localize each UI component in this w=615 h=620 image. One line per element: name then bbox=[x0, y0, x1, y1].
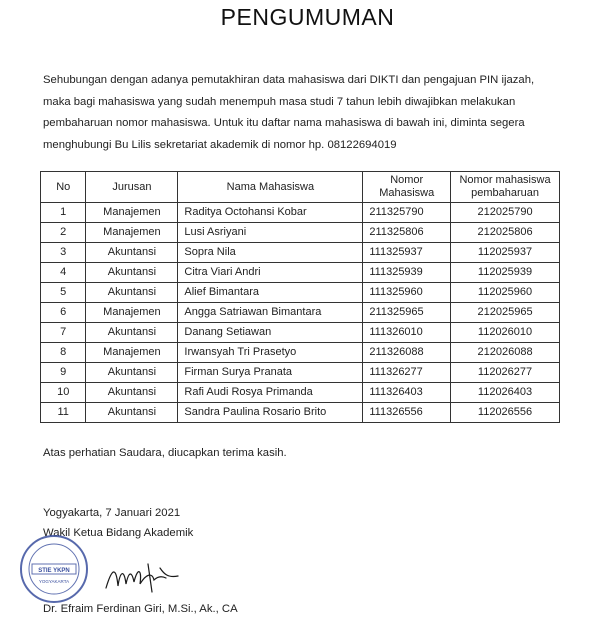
cell-jurusan: Manajemen bbox=[86, 203, 178, 223]
table-row bbox=[41, 323, 560, 343]
header-nim-baru bbox=[451, 172, 560, 203]
cell-nim: 211325806 bbox=[363, 223, 451, 243]
intro-line: pembaharuan nomor mahasiswa. Untuk itu daftar nama mahasiswa di bawah ini, diminta segera bbox=[43, 117, 525, 129]
table-row bbox=[41, 243, 560, 263]
cell-no: 11 bbox=[41, 403, 86, 423]
intro-line: menghubungi Bu Lilis sekretariat akademik di nomor hp. 08122694019 bbox=[43, 138, 397, 151]
cell-nama: Raditya Octohansi Kobar bbox=[178, 203, 363, 223]
cell-nim-baru: 112025939 bbox=[451, 263, 560, 283]
table-row bbox=[41, 303, 560, 323]
cell-nim-baru: 112025937 bbox=[451, 243, 560, 263]
signer-name: Dr. Efraim Ferdinan Giri, M.Si., Ak., CA bbox=[43, 603, 238, 615]
cell-nim: 211325965 bbox=[363, 303, 451, 323]
table-row bbox=[41, 283, 560, 303]
svg-text:STIE YKPN: STIE YKPN bbox=[38, 568, 70, 574]
svg-text:YOGYAKARTA: YOGYAKARTA bbox=[38, 579, 70, 584]
cell-no: 3 bbox=[41, 243, 86, 263]
cell-no: 2 bbox=[41, 223, 86, 243]
cell-nim: 211326088 bbox=[363, 343, 451, 363]
cell-no: 5 bbox=[41, 283, 86, 303]
cell-nama: Alief Bimantara bbox=[178, 283, 363, 303]
cell-no: 7 bbox=[41, 323, 86, 343]
cell-jurusan: Akuntansi bbox=[86, 263, 178, 283]
cell-nim: 111325937 bbox=[363, 243, 451, 263]
cell-jurusan: Akuntansi bbox=[86, 243, 178, 263]
cell-nama: Sandra Paulina Rosario Brito bbox=[178, 403, 363, 423]
cell-nim: 111326010 bbox=[363, 323, 451, 343]
intro-paragraph bbox=[43, 70, 583, 156]
cell-nim: 111326403 bbox=[363, 383, 451, 403]
table-row bbox=[41, 223, 560, 243]
intro-line: maka bagi mahasiswa yang sudah menempuh masa studi 7 tahun lebih diwajibkan melakukan bbox=[43, 95, 516, 108]
cell-nim-baru: 212025965 bbox=[451, 303, 560, 323]
table-row bbox=[41, 363, 560, 383]
header-nim bbox=[363, 172, 451, 203]
cell-nim: 211325790 bbox=[363, 203, 451, 223]
official-stamp-icon bbox=[18, 533, 90, 605]
intro-line: Sehubungan dengan adanya pemutakhiran data mahasiswa dari DIKTI dan pengajuan PIN ijazah, bbox=[43, 74, 535, 86]
cell-nama: Firman Surya Pranata bbox=[178, 363, 363, 383]
cell-no: 1 bbox=[41, 203, 86, 223]
header-nim-line1: Nomor bbox=[390, 174, 424, 186]
cell-nim: 111325960 bbox=[363, 283, 451, 303]
cell-nim-baru: 112026556 bbox=[451, 403, 560, 423]
header-no: No bbox=[41, 172, 86, 203]
closing-text: Atas perhatian Saudara, diucapkan terima kasih. bbox=[43, 447, 287, 459]
cell-jurusan: Manajemen bbox=[86, 303, 178, 323]
place-date: Yogyakarta, 7 Januari 2021 bbox=[43, 507, 181, 519]
cell-nim-baru: 212025806 bbox=[451, 223, 560, 243]
table-row bbox=[41, 203, 560, 223]
handwritten-signature-icon bbox=[102, 558, 182, 598]
cell-nama: Citra Viari Andri bbox=[178, 263, 363, 283]
header-nim-line2: Mahasiswa bbox=[379, 187, 435, 199]
cell-nim-baru: 112026403 bbox=[451, 383, 560, 403]
table-row bbox=[41, 403, 560, 423]
table-header-row bbox=[41, 172, 560, 203]
cell-nim: 111326277 bbox=[363, 363, 451, 383]
header-jurusan: Jurusan bbox=[86, 172, 178, 203]
cell-no: 9 bbox=[41, 363, 86, 383]
cell-jurusan: Akuntansi bbox=[86, 383, 178, 403]
cell-jurusan: Akuntansi bbox=[86, 323, 178, 343]
cell-nim-baru: 212026088 bbox=[451, 343, 560, 363]
cell-nim: 111326556 bbox=[363, 403, 451, 423]
table-row bbox=[41, 343, 560, 363]
cell-nama: Irwansyah Tri Prasetyo bbox=[178, 343, 363, 363]
cell-jurusan: Akuntansi bbox=[86, 283, 178, 303]
cell-nama: Lusi Asriyani bbox=[178, 223, 363, 243]
cell-jurusan: Akuntansi bbox=[86, 363, 178, 383]
cell-nim-baru: 112026277 bbox=[451, 363, 560, 383]
cell-no: 10 bbox=[41, 383, 86, 403]
cell-nama: Danang Setiawan bbox=[178, 323, 363, 343]
cell-no: 8 bbox=[41, 343, 86, 363]
cell-jurusan: Akuntansi bbox=[86, 403, 178, 423]
cell-nim-baru: 112025960 bbox=[451, 283, 560, 303]
student-table bbox=[40, 171, 560, 423]
cell-nama: Angga Satriawan Bimantara bbox=[178, 303, 363, 323]
cell-nim-baru: 112026010 bbox=[451, 323, 560, 343]
header-new-line1: Nomor mahasiswa bbox=[459, 174, 551, 186]
cell-nim-baru: 212025790 bbox=[451, 203, 560, 223]
table-row bbox=[41, 383, 560, 403]
cell-jurusan: Manajemen bbox=[86, 343, 178, 363]
table-body bbox=[41, 203, 560, 423]
cell-no: 4 bbox=[41, 263, 86, 283]
cell-nim: 111325939 bbox=[363, 263, 451, 283]
signer-position: Wakil Ketua Bidang Akademik bbox=[43, 527, 194, 539]
header-nama: Nama Mahasiswa bbox=[178, 172, 363, 203]
cell-nama: Sopra Nila bbox=[178, 243, 363, 263]
cell-jurusan: Manajemen bbox=[86, 223, 178, 243]
page-title: PENGUMUMAN bbox=[220, 4, 395, 30]
cell-no: 6 bbox=[41, 303, 86, 323]
table-row bbox=[41, 263, 560, 283]
header-new-line2: pembaharuan bbox=[471, 187, 539, 199]
cell-nama: Rafi Audi Rosya Primanda bbox=[178, 383, 363, 403]
